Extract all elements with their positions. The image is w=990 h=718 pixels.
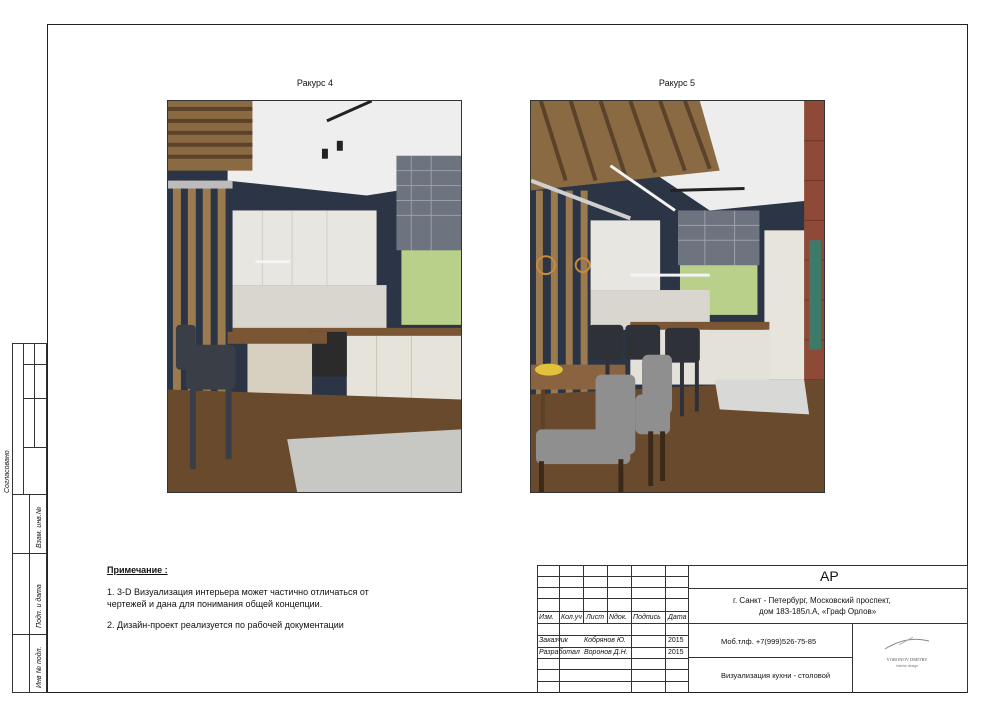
signature-date-label: Подп. и дата — [36, 584, 43, 628]
row-developer-name: Воронов Д.Н. — [584, 649, 628, 656]
row-developer-date: 2015 — [668, 649, 684, 656]
address-line-2: дом 183-185л.А, «Граф Орлов» — [759, 607, 877, 616]
kitchen-render-view-4 — [167, 100, 462, 493]
row-customer-role: Заказчик — [539, 637, 568, 644]
note-item-1-line-1: 1. 3-D Визуализация интерьера может частично отличаться от — [107, 587, 369, 597]
row-customer-name: Кобрянов Ю. — [584, 637, 626, 644]
address-line-1: г. Санкт - Петербург, Московский проспект, — [733, 596, 891, 605]
original-inventory-label: Инв № подл. — [36, 646, 43, 688]
header-data: Дата — [668, 614, 687, 621]
header-list: Лист — [586, 614, 605, 621]
drawing-code: АР — [820, 568, 839, 584]
approved-label: Согласовано — [4, 450, 11, 493]
header-podpis: Подпись — [633, 614, 661, 621]
kitchen-render-view-5 — [530, 100, 825, 493]
note-item-2: 2. Дизайн-проект реализуется по рабочей документации — [107, 620, 344, 630]
title-block — [537, 565, 968, 693]
approval-stamp-strip — [4, 343, 47, 693]
logo-text-sub: interior design — [896, 664, 918, 668]
logo-text-main: VORONOV DMITRY — [886, 657, 928, 662]
header-kol: Кол.уч — [561, 614, 582, 621]
header-izm: Изм. — [539, 614, 554, 621]
notes-title: Примечание : — [107, 565, 168, 575]
row-customer-date: 2015 — [668, 637, 684, 644]
designer-logo — [877, 627, 937, 689]
row-developer-role: Разработал — [539, 649, 580, 656]
phone-number: Моб.тлф. +7(999)526-75-85 — [721, 637, 817, 646]
note-item-1-line-2: чертежей и дана для понимания общей концепции. — [107, 599, 323, 609]
replaces-inventory-label: Взам. инв.№ — [36, 506, 43, 548]
header-ndok: Nдок. — [609, 614, 628, 621]
view-caption-4: Ракурс 4 — [296, 78, 334, 88]
view-caption-5: Ракурс 5 — [658, 78, 696, 88]
sheet-title: Визуализация кухни - столовой — [721, 671, 831, 680]
